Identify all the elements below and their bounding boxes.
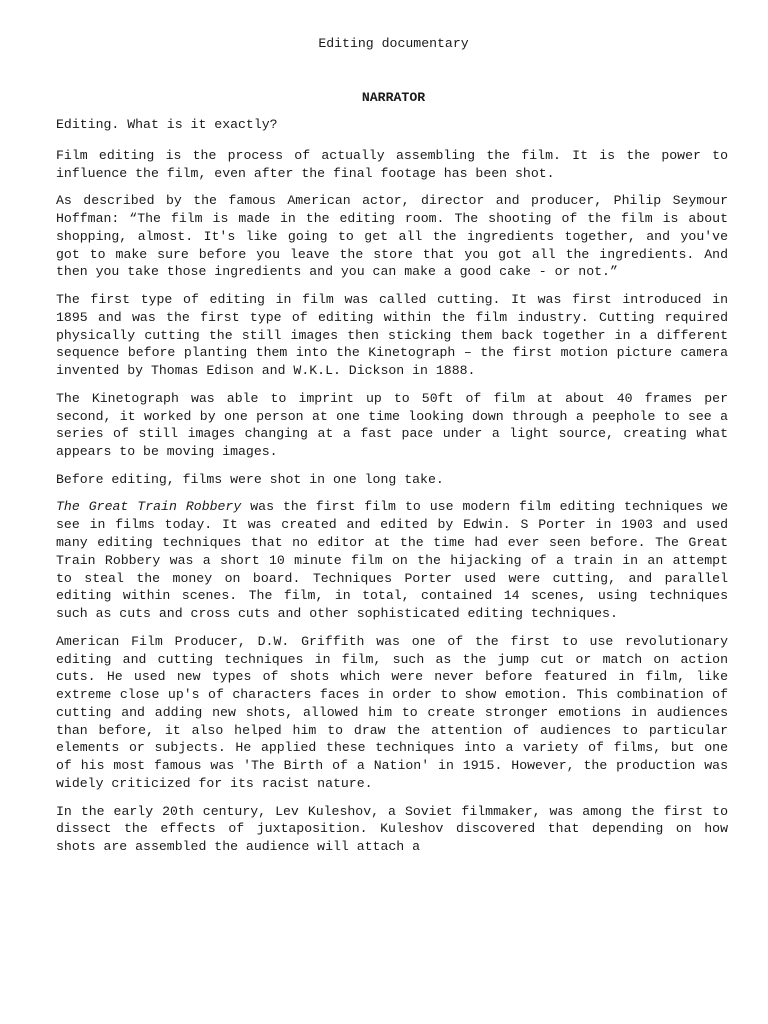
- paragraph-text: was the first film to use modern film editing techniques we see in films today. It was created and edited by Edwin. S Porter in 1903 and used many editing techniques that no editor at the time had ever seen before. The Great Train Robbery was a short 10 minute film on the hijacking of a train in an attempt to steal the money on board. Techniques Porter used were cutting, and parallel editing within scenes. The film, in total, contained 14 scenes, using techniques such as cuts and cross cuts and other sophisticated editing techniques.: [56, 499, 728, 622]
- speaker-heading: NARRATOR: [361, 90, 426, 105]
- paragraph: Editing. What is it exactly?: [56, 117, 278, 132]
- paragraph: The first type of editing in film was called cutting. It was first introduced in 1895 and was the first type of editing within the film industry. Cutting required physically cutting the still images then sticking them back together in a different sequence before planting them into the Kinetograph – the first motion picture camera invented by Thomas Edison and W.K.L. Dickson in 1888.: [56, 291, 728, 379]
- paragraph: The Kinetograph was able to imprint up to 50ft of film at about 40 frames per second, it worked by one person at one time looking down through a peephole to see a series of still images changing at a fast pace under a light source, creating what appears to be moving images.: [56, 390, 728, 460]
- document-title: Editing documentary: [318, 36, 469, 51]
- film-title: The Great Train Robbery: [56, 499, 242, 515]
- paragraph: As described by the famous American actor, director and producer, Philip Seymour Hoffman: “The film is made in the editing room. The shooting of the film is about shopping, almost. It's like going to get all the ingredients together, and you've got to make sure before you leave the store that you got all the ingredients. And then you take those ingredients and you can make a good cake - or not.”: [56, 193, 728, 280]
- paragraph: [56, 498, 728, 623]
- paragraph: Before editing, films were shot in one long take.: [56, 471, 444, 487]
- paragraph: American Film Producer, D.W. Griffith was one of the first to use revolutionary editing and cutting techniques in film, such as the jump cut or match on action cuts. He used new types of shots which were never before featured in film, like extreme close up's of characters faces in order to show emotion. This combination of cutting and adding new shots, allowed him to create stronger emotions in audiences than before, it also helped him to draw the attention of audiences to particular elements or subjects. He applied these techniques into a variety of films, but one of his most famous was 'The Birth of a Nation' in 1915. However, the production was widely criticized for its racist nature.: [56, 633, 728, 792]
- paragraph: In the early 20th century, Lev Kuleshov, a Soviet filmmaker, was among the first to dissect the effects of juxtaposition. Kuleshov discovered that depending on how shots are assembled the audience will attach a: [56, 803, 728, 855]
- document-body: [56, 116, 728, 866]
- paragraph: Film editing is the process of actually assembling the film. It is the power to influence the film, even after the final footage has been shot.: [56, 147, 728, 181]
